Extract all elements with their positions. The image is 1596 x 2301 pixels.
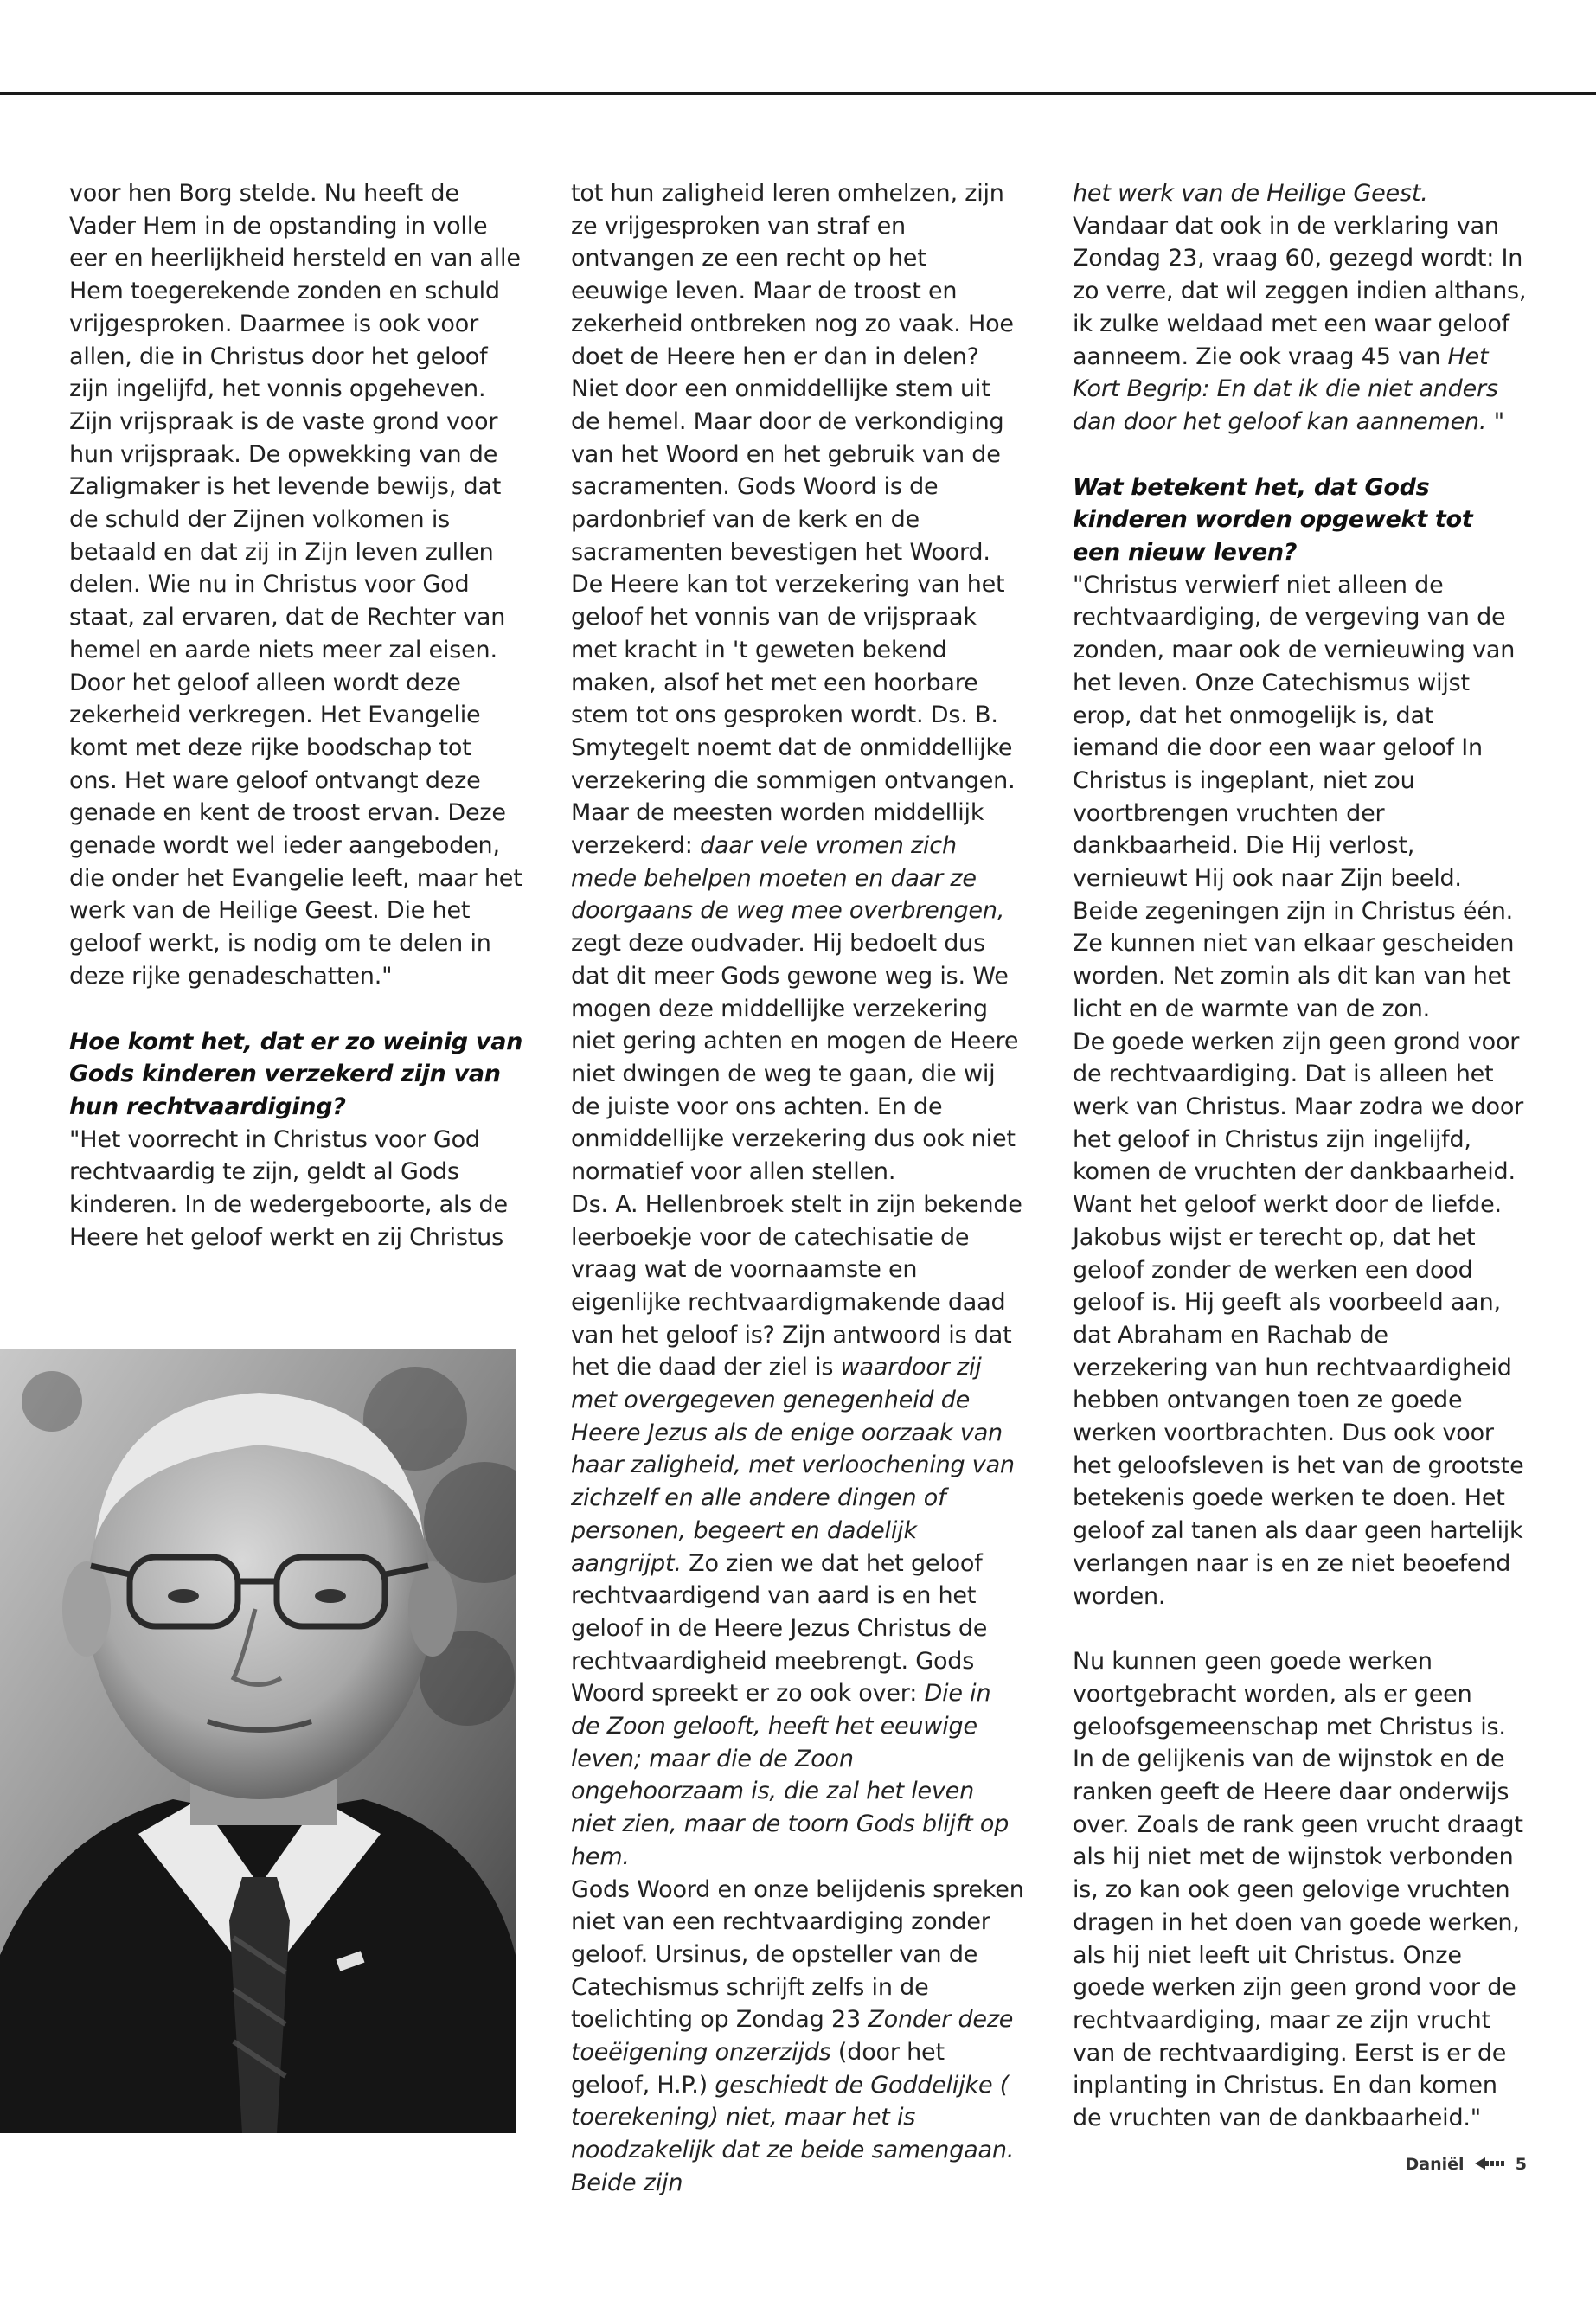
col1-paragraph-2: "Het voorrecht in Christus voor God rechtvaardig te zijn, geldt al Gods kinderen. In de wedergeboorte, als de Heere het geloof werkt en zij Christus (69, 1125, 508, 1251)
portrait-illustration (0, 1349, 516, 2133)
column-1 (69, 177, 523, 1254)
col2-p4-quote-2: geschiedt de Goddelijke ( toerekening) niet, maar het is noodzakelijk dat ze beide samengaan. Beide zijn (571, 2071, 1015, 2196)
col2-p2-text-a: De Heere kan tot verzekering van het geloof het vonnis van de vrijspraak met kracht in 't geweten bekend maken, alsof het met een hoorbare stem tot ons gesproken wordt. Ds. B. Smytegelt noemt dat de onmiddellijke verzekering die sommigen ontvangen. Maar de meesten worden middellijk verzekerd: (571, 571, 1016, 860)
col2-paragraph-2 (571, 568, 1025, 1188)
portrait-photo (0, 1349, 516, 2133)
col1-paragraph-1: voor hen Borg stelde. Nu heeft de Vader Hem in de opstanding in volle eer en heerlijkheid hersteld en van alle Hem toegerekende zonden en schuld vrijgesproken. Daarmee is ook voor allen, die in Christus door het geloof zijn ingelijfd, het vonnis opgeheven. Zijn vrijspraak is de vaste grond voor hun vrijspraak. De opwekking van de Zaligmaker is het levende bewijs, dat de schuld der Zijnen volkomen is betaald en dat zij in Zijn leven zullen delen. Wie nu in Christus voor God staat, zal ervaren, dat de Rechter van hemel en aarde niets meer zal eisen. Door het geloof alleen wordt deze zekerheid verkregen. Het Evangelie komt met deze rijke boodschap tot ons. Het ware geloof ontvangt deze genade en kent de troost ervan. Deze genade wordt wel ieder aangeboden, die onder het Evangelie leeft, maar het werk van de Heilige Geest. Die het geloof werkt, is nodig om te delen in deze rijke genadeschatten." (69, 180, 522, 990)
col2-p3-quote: waardoor zij met overgegeven genegenheid de Heere Jezus als de enige oorzaak van haar zaligheid, met verloochening van zichzelf en alle andere dingen of personen, begeert en dadelijk aangrijpt. (571, 1354, 1015, 1577)
column-3 (1073, 177, 1527, 2135)
col2-p4-text-a: Gods Woord en onze belijdenis spreken niet van een rechtvaardiging zonder geloof. Ursinus, de opsteller van de Catechismus schrijft zelfs in de toelichting op Zondag 23 (571, 1875, 1024, 2034)
col1-heading: Hoe komt het, dat er zo weinig van Gods kinderen verzekerd zijn van hun rechtvaardiging? (69, 1028, 523, 1120)
col2-p2-quote: daar vele vromen zich mede behelpen moeten en daar ze doorgaans de weg mee overbrengen, (571, 832, 1005, 925)
col2-paragraph-3 (571, 1189, 1025, 1874)
col3-paragraph-3: De goede werken zijn geen grond voor de rechtvaardiging. Dat is alleen het werk van Christus. Maar zodra we door het geloof in Christus zijn ingelijfd, komen de vruchten der dankbaarheid. Want het geloof werkt door de liefde. Jakobus wijst er terecht op, dat het geloof zonder de werken een dood geloof is. Hij geeft als voorbeeld aan, dat Abraham en Rachab de verzekering van hun rechtvaardigheid hebben ontvangen toen ze goede werken voortbrachten. Dus ook voor het geloofsleven is het van de grootste betekenis goede werken te doen. Het geloof zal tanen als daar geen hartelijk verlangen naar is en ze niet beoefend worden. (1073, 1028, 1524, 1610)
page-footer (1405, 2155, 1527, 2174)
col3-heading: Wat betekent het, dat Gods kinderen worden opgewekt tot een nieuw leven? (1073, 473, 1473, 567)
col2-p3-text-c: Zo zien we dat het geloof rechtvaardigend van aard is en het geloof in de Heere Jezus Christus de rechtvaardigheid meebrengt. Gods Woord spreekt er zo ook over: (571, 1549, 988, 1708)
col2-p4-note: (door het geloof, H.P.) (571, 2039, 945, 2099)
col2-p3-scripture: Die in de Zoon gelooft, heeft het eeuwige leven; maar die de Zoon ongehoorzaam is, die zal het leven niet zien, maar de toorn Gods blijft op hem. (571, 1680, 1010, 1870)
top-rule (0, 92, 1596, 95)
col3-p1-text-a: het werk van de Heilige Geest. (1073, 180, 1428, 207)
col2-p2-text-c: zegt deze oudvader. Hij bedoelt dus dat dit meer Gods gewone weg is. We mogen deze middellijke verzekering niet gering achten en mogen de Heere niet dwingen de weg te gaan, die wij de juiste voor ons achten. En de onmiddellijke verzekering dus ook niet normatief voor allen stellen. (571, 930, 1019, 1186)
page-number: 5 (1515, 2155, 1527, 2174)
arrow-left-icon (1475, 2155, 1504, 2174)
col2-paragraph-1: tot hun zaligheid leren omhelzen, zijn ze vrijgesproken van straf en ontvangen ze een recht op het eeuwige leven. Maar de troost en zekerheid ontbreken nog zo vaak. Hoe doet de Heere hen er dan in delen? Niet door een onmiddellijke stem uit de hemel. Maar door de verkondiging van het Woord en het gebruik van de sacramenten. Gods Woord is de pardonbrief van de kerk en de sacramenten bevestigen het Woord. (571, 180, 1014, 566)
col3-paragraph-2: "Christus verwierf niet alleen de rechtvaardiging, de vergeving van de zonden, maar ook de vernieuwing van het leven. Onze Catechismus wijst erop, dat het onmogelijk is, dat iemand die door een waar geloof In Christus is ingeplant, niet zou voortbrengen vruchten der dankbaarheid. Die Hij verlost, vernieuwt Hij ook naar Zijn beeld. Beide zegeningen zijn in Christus één. Ze kunnen niet van elkaar gescheiden worden. Net zomin als dit kan van het licht en de warmte van de zon. (1073, 571, 1516, 1022)
magazine-name: Daniël (1405, 2155, 1465, 2174)
col2-paragraph-4 (571, 1874, 1025, 2200)
col2-p4-quote-1: Zonder deze toeëigening onzerzijds (571, 2006, 1014, 2067)
column-2 (571, 177, 1025, 2200)
col3-paragraph-4: Nu kunnen geen goede werken voortgebracht worden, als er geen geloofsgemeenschap met Christus is. In de gelijkenis van de wijnstok en de ranken geeft de Heere daar onderwijs over. Zoals de rank geen vrucht draagt als hij niet met de wijnstok verbonden is, zo kan ook geen gelovige vruchten dragen in het doen van goede werken, als hij niet leeft uit Christus. Onze goede werken zijn geen grond voor de rechtvaardiging, maar ze zijn vrucht van de rechtvaardiging. Eerst is er de inplanting in Christus. En dan komen de vruchten van de dankbaarheid." (1073, 1648, 1523, 2132)
col3-paragraph-1 (1073, 177, 1527, 439)
col3-p1-text-b: Vandaar dat ook in de verklaring van Zondag 23, vraag 60, gezegd wordt: In zo verre, dat wil zeggen indien althans, ik zulke weldaad met een waar geloof aanneem. Zie ook vraag 45 van (1073, 212, 1527, 370)
col2-p3-text-a: Ds. A. Hellenbroek stelt in zijn bekende leerboekje voor de catechisatie de vraag wat de voornaamste en eigenlijke rechtvaardigmakende daad van het geloof is? Zijn antwoord is dat het die daad der ziel is (571, 1190, 1022, 1381)
col3-p1-quote: Het Kort Begrip: En dat ik die niet anders dan door het geloof kan aannemen. " (1073, 343, 1504, 435)
